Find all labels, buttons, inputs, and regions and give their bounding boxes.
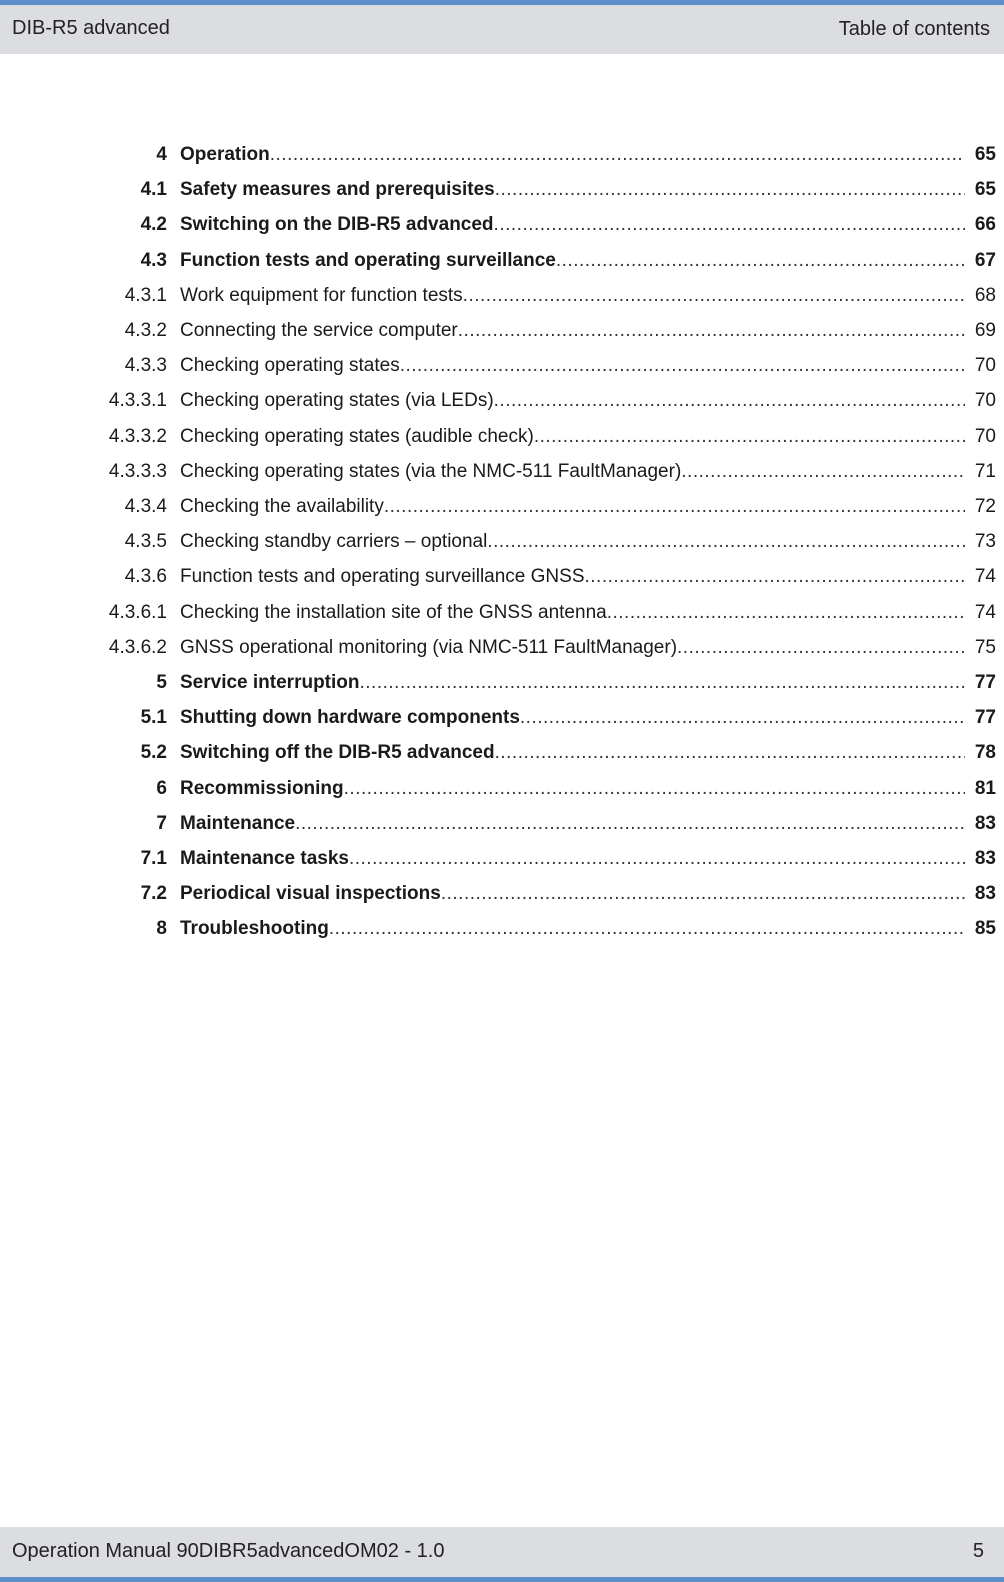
toc-entry-number: 4.3.6.2 <box>108 636 167 658</box>
toc-entry[interactable] <box>0 844 1004 874</box>
header-section-title: Table of contents <box>838 18 990 40</box>
toc-entry[interactable] <box>0 598 1004 628</box>
toc-entry-page[interactable]: 69 <box>974 320 996 341</box>
toc-entry-page[interactable]: 75 <box>974 636 996 658</box>
toc-entry-title-leader <box>180 422 965 452</box>
toc-entry-title[interactable]: Maintenance <box>180 812 296 834</box>
toc-entry-page[interactable]: 65 <box>974 179 996 201</box>
toc-entry-page[interactable]: 67 <box>974 249 996 271</box>
toc-entry[interactable] <box>0 914 1004 944</box>
toc-entry-title[interactable]: Function tests and operating surveillance GNSS <box>180 566 585 588</box>
toc-entry-page[interactable]: 70 <box>974 425 996 447</box>
toc-entry-number: 5.1 <box>140 707 167 729</box>
toc-entry-title[interactable]: Checking operating states (via the NMC-511 FaultManager) <box>180 460 682 482</box>
toc-entry-page[interactable]: 65 <box>974 144 996 165</box>
toc-entry-page[interactable]: 85 <box>974 918 996 940</box>
toc-entry-title[interactable]: Service interruption <box>180 672 360 693</box>
toc-entry-number: 4.3.2 <box>124 320 167 341</box>
toc-entry-title-leader <box>180 210 965 240</box>
toc-entry[interactable] <box>0 879 1004 909</box>
toc-entry-page[interactable]: 83 <box>974 812 996 834</box>
footer-page-number: 5 <box>972 1540 984 1562</box>
toc-entry[interactable] <box>0 175 1004 205</box>
toc-entry-title-leader <box>180 562 965 592</box>
toc-entry[interactable] <box>0 668 1004 698</box>
toc-entry-title[interactable]: Troubleshooting <box>180 918 329 940</box>
toc-entry-number: 7.1 <box>140 848 167 869</box>
toc-entry[interactable] <box>0 246 1004 276</box>
toc-entry-number: 7 <box>156 812 167 834</box>
toc-entry-number: 6 <box>156 777 167 799</box>
toc-entry-page[interactable]: 68 <box>974 284 996 306</box>
toc-entry-title[interactable]: Checking the installation site of the GNSS antenna <box>180 601 607 623</box>
toc-entry-number: 4.1 <box>140 179 167 201</box>
toc-entry-title[interactable]: Function tests and operating surveillance <box>180 249 556 271</box>
toc-entry[interactable] <box>0 351 1004 381</box>
toc-entry-title-leader <box>180 914 965 944</box>
toc-entry[interactable] <box>0 738 1004 768</box>
toc-entry-title-leader <box>180 633 965 663</box>
toc-entry-number: 4.2 <box>140 214 167 236</box>
toc-entry-title-leader <box>180 598 965 628</box>
toc-entry-page[interactable]: 70 <box>974 355 996 377</box>
toc-entry-number: 4.3.3.3 <box>108 460 167 482</box>
toc-entry-title[interactable]: Recommissioning <box>180 777 344 799</box>
toc-entry-title[interactable]: Safety measures and prerequisites <box>180 179 495 201</box>
toc-entry-title-leader <box>180 879 965 909</box>
toc-entry[interactable] <box>0 210 1004 240</box>
toc-entry-page[interactable]: 66 <box>974 214 996 236</box>
toc-entry-title[interactable]: GNSS operational monitoring (via NMC-511 FaultManager) <box>180 636 678 658</box>
toc-entry[interactable] <box>0 457 1004 487</box>
toc-entry-title[interactable]: Switching off the DIB-R5 advanced <box>180 742 495 764</box>
toc-entry-page[interactable]: 83 <box>974 883 996 905</box>
toc-entry-page[interactable]: 77 <box>974 672 996 693</box>
toc-entry-page[interactable]: 70 <box>974 390 996 412</box>
toc-entry-page[interactable]: 81 <box>974 777 996 799</box>
toc-entry-title-leader <box>180 316 965 346</box>
toc-entry-title[interactable]: Checking standby carriers – optional <box>180 531 488 553</box>
toc-entry-number: 4.3 <box>140 249 167 271</box>
toc-entry-number: 4.3.6 <box>124 566 167 588</box>
toc-entry-title-leader <box>180 844 965 874</box>
toc-entry-title[interactable]: Operation <box>180 144 270 165</box>
footer-manual-id: Operation Manual 90DIBR5advancedOM02 - 1.0 <box>12 1540 445 1562</box>
toc-entry[interactable] <box>0 809 1004 839</box>
page-footer <box>0 1527 1004 1582</box>
toc-entry-number: 4.3.3.2 <box>108 425 167 447</box>
toc-entry-page[interactable]: 72 <box>974 496 996 517</box>
toc-entry[interactable] <box>0 633 1004 663</box>
toc-entry[interactable] <box>0 703 1004 733</box>
toc-entry-title[interactable]: Connecting the service computer <box>180 320 458 341</box>
toc-entry-page[interactable]: 77 <box>974 707 996 729</box>
toc-entry-title-leader <box>180 703 965 733</box>
toc-entry-title[interactable]: Switching on the DIB-R5 advanced <box>180 214 494 236</box>
toc-entry-page[interactable]: 73 <box>974 531 996 553</box>
toc-entry-title[interactable]: Checking operating states <box>180 355 400 377</box>
toc-entry[interactable] <box>0 562 1004 592</box>
toc-entry-title-leader <box>180 386 965 416</box>
toc-entry[interactable] <box>0 316 1004 346</box>
toc-entry-page[interactable]: 78 <box>974 742 996 764</box>
toc-entry-title[interactable]: Checking operating states (via LEDs) <box>180 390 494 412</box>
toc-entry-title[interactable]: Shutting down hardware components <box>180 707 520 729</box>
toc-entry-title-leader <box>180 140 965 170</box>
toc-entry-title-leader <box>180 246 965 276</box>
toc-entry-number: 8 <box>156 918 167 940</box>
toc-entry-title[interactable]: Maintenance tasks <box>180 848 349 869</box>
toc-entry-number: 4.3.6.1 <box>108 601 167 623</box>
toc-entry-title-leader <box>180 774 965 804</box>
toc-entry-title-leader <box>180 281 965 311</box>
toc-entry-title-leader <box>180 527 965 557</box>
toc-entry-title[interactable]: Checking the availability <box>180 496 384 517</box>
toc-entry-number: 4.3.3 <box>124 355 167 377</box>
toc-entry-page[interactable]: 83 <box>974 848 996 869</box>
toc-entry-page[interactable]: 71 <box>974 460 996 482</box>
toc-entry[interactable] <box>0 527 1004 557</box>
toc-entry-number: 4.3.3.1 <box>108 390 167 412</box>
toc-entry-page[interactable]: 74 <box>974 566 996 588</box>
toc-entry[interactable] <box>0 386 1004 416</box>
toc-entry-title[interactable]: Periodical visual inspections <box>180 883 441 905</box>
page-header <box>0 0 1004 54</box>
toc-entry-title-leader <box>180 175 965 205</box>
toc-entry-title[interactable]: Work equipment for function tests <box>180 284 463 306</box>
toc-entry-number: 4.3.4 <box>124 496 167 517</box>
toc-entry-number: 4 <box>156 144 167 165</box>
toc-entry-title-leader <box>180 738 965 768</box>
toc-entry-number: 4.3.1 <box>124 284 167 306</box>
toc-entry-title-leader <box>180 457 965 487</box>
toc-entry[interactable] <box>0 492 1004 522</box>
toc-entry-title-leader <box>180 492 965 522</box>
toc-entry-number: 4.3.5 <box>124 531 167 553</box>
toc-entry[interactable] <box>0 281 1004 311</box>
toc-entry-title-leader <box>180 668 965 698</box>
toc-entry-title-leader <box>180 351 965 381</box>
toc-entry-page[interactable]: 74 <box>974 601 996 623</box>
toc-entry-title-leader <box>180 809 965 839</box>
header-document-title: DIB-R5 advanced <box>12 17 170 39</box>
toc-entry-title[interactable]: Checking operating states (audible check) <box>180 425 534 447</box>
toc-entry-number: 5 <box>156 672 167 693</box>
toc-entry-number: 7.2 <box>140 883 167 905</box>
toc-entry[interactable] <box>0 140 1004 170</box>
toc-entry-number: 5.2 <box>140 742 167 764</box>
toc-entry[interactable] <box>0 774 1004 804</box>
toc-entry[interactable] <box>0 422 1004 452</box>
